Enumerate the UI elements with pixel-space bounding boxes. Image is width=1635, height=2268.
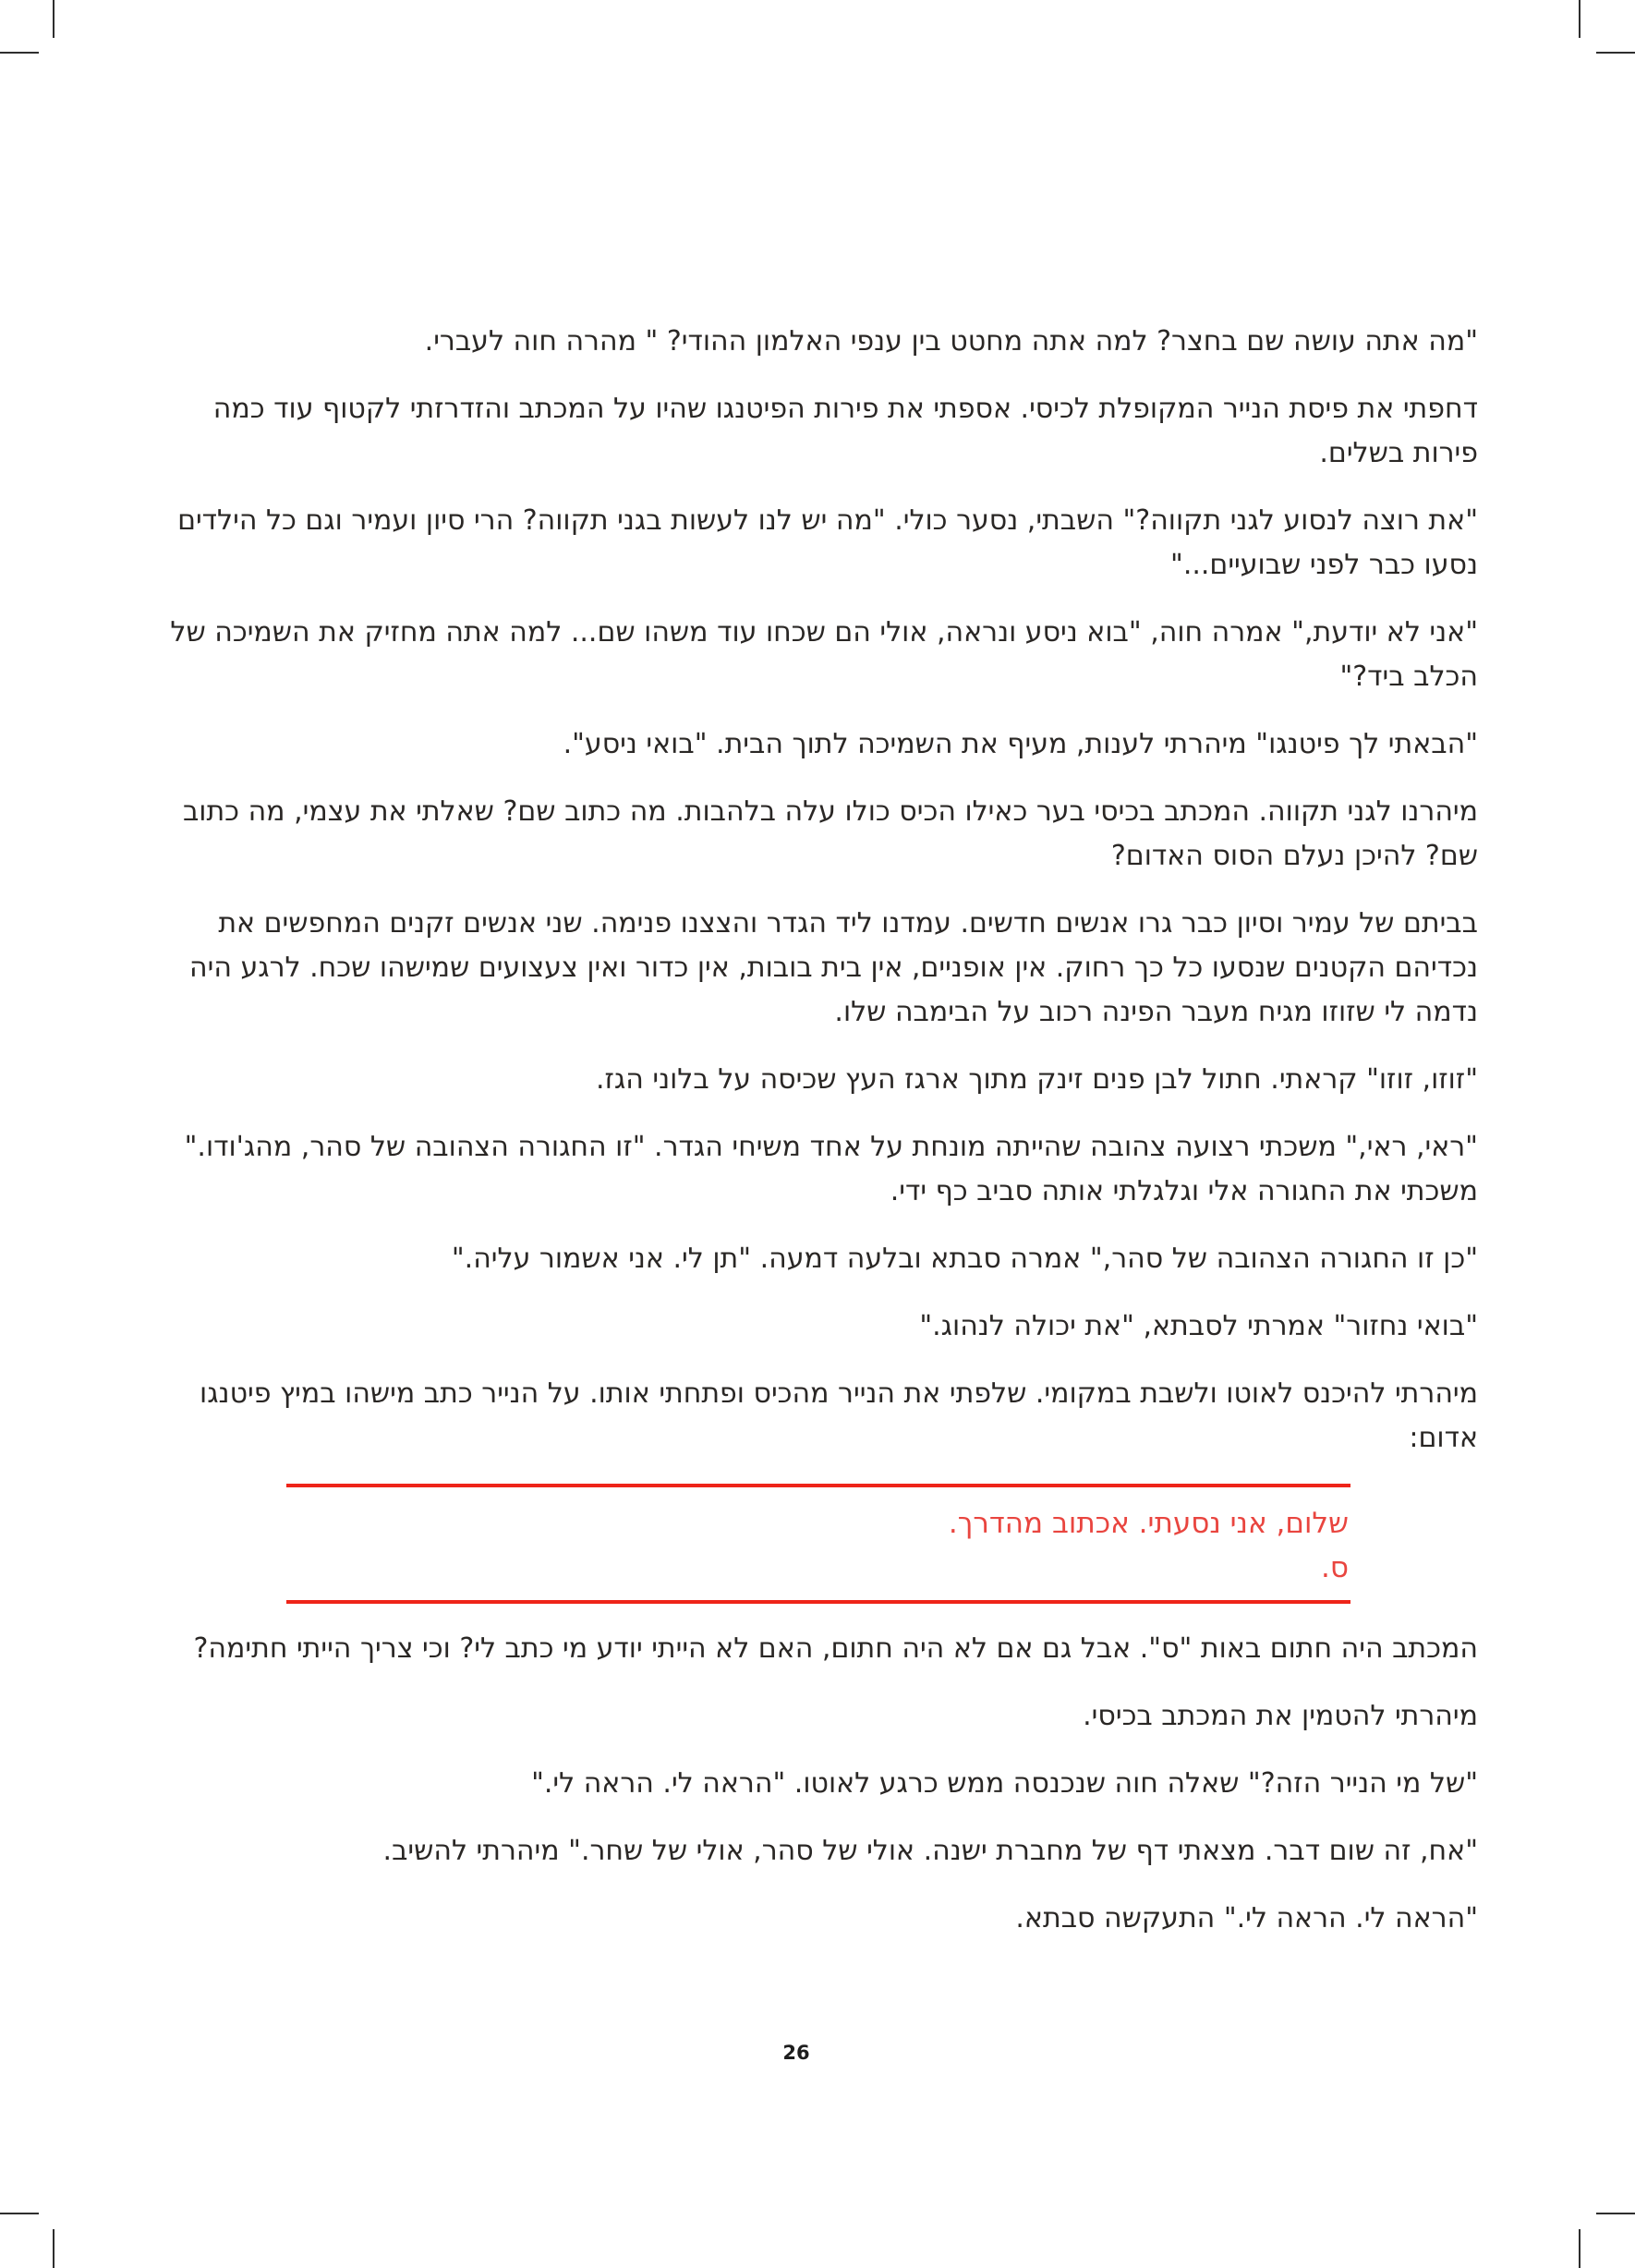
paragraph: מיהרנו לגני תקווה. המכתב בכיסי בער כאילו הכיס כולו עלה בלהבות. מה כתוב שם? שאלתי את עצמי, מה כתוב שם? להיכן נעלם הסוס האדום? [182,795,1478,872]
paragraph: "בואי נחזור" אמרתי לסבתא, "את יכולה לנהוג." [919,1310,1478,1342]
crop-mark-bottom-left-vertical [53,2229,54,2268]
letter-line-1: שלום, אני נסעתי. אכתוב מהדרך. [948,1507,1349,1540]
paragraph: "את רוצה לנסוע לגני תקווה?" השבתי, נסער כולי. "מה יש לנו לעשות בגני תקווה? הרי סיון ועמיר וגם כל הילדים נסעו כבר לפני שבועיים..." [177,504,1478,581]
paragraph: "של מי הנייר הזה?" שאלה חוה שנכנסה ממש כרגע לאוטו. "הראה לי. הראה לי." [531,1767,1478,1800]
crop-mark-bottom-left-horizontal [0,2213,39,2214]
crop-mark-top-right-vertical [1579,0,1580,38]
crop-mark-bottom-right-horizontal [1596,2213,1635,2214]
paragraph: מיהרתי להיכנס לאוטו ולשבת במקומי. שלפתי את הנייר מהכיס ופתחתי אותו. על הנייר כתב מישהו במיץ פיטנגו אדום: [200,1377,1478,1454]
crop-mark-bottom-right-vertical [1579,2229,1580,2268]
paragraph: "מה אתה עושה שם בחצר? למה אתה מחטט בין ענפי האלמון ההודי? " מהרה חוה לעברי. [424,325,1478,358]
crop-mark-top-right-horizontal [1596,52,1635,54]
letter-line-2: ס. [1321,1551,1349,1584]
paragraph: המכתב היה חתום באות "ס". אבל גם אם לא היה חתום, האם לא הייתי יודע מי כתב לי? וכי צריך הייתי חתימה? [193,1632,1478,1665]
paragraph: "זוזו, זוזו" קראתי. חתול לבן פנים זינק מתוך ארגז העץ שכיסה על בלוני הגז. [595,1063,1478,1096]
crop-mark-top-left-vertical [53,0,54,38]
paragraph: דחפתי את פיסת הנייר המקופלת לכיסי. אספתי את פירות הפיטנגו שהיו על המכתב והזדרזתי לקטוף עוד כמה פירות בשלים. [212,393,1478,469]
letter-note [286,1484,1350,1604]
paragraph: "אני לא יודעת," אמרה חוה, "בוא ניסע ונראה, אולי הם שכחו עוד משהו שם... למה אתה מחזיק את השמיכה של הכלב ביד?" [170,616,1478,693]
paragraph: "אח, זה שום דבר. מצאתי דף של מחברת ישנה. אולי של סהר, אולי של שחר." מיהרתי להשיב. [382,1835,1478,1867]
crop-mark-top-left-horizontal [0,52,39,54]
paragraph: "כן זו החגורה הצהובה של סהר," אמרה סבתא ובלעה דמעה. "תן לי. אני אשמור עליה." [451,1243,1478,1275]
paragraph: "הבאתי לך פיטנגו" מיהרתי לענות, מעיף את השמיכה לתוך הבית. "בואי ניסע". [563,728,1478,760]
paragraph: "הראה לי. הראה לי." התעקשה סבתא. [1015,1902,1478,1934]
text-block [157,320,1478,1964]
page-number: 26 [782,2042,810,2064]
paragraph: בביתם של עמיר וסיון כבר גרו אנשים חדשים. עמדנו ליד הגדר והצצנו פנימה. שני אנשים זקנים המחפשים את נכדיהם הקטנים שנסעו כל כך רחוק. אין אופניים, אין בית בובות, אין כדור ואין צעצועים שמישהו שכח. לרגע היה נדמה לי שזוזו מגיח מעבר הפינה רכוב על הבימבה שלו. [189,907,1478,1028]
letter-text [286,1487,1350,1600]
paragraph: מיהרתי להטמין את המכתב בכיסי. [1083,1700,1478,1732]
paragraph: "ראי, ראי," משכתי רצועה צהובה שהייתה מונחת על אחד משיחי הגדר. "זו החגורה הצהובה של סהר, מהג'ודו." משכתי את החגורה אלי וגלגלתי אותה סביב כף ידי. [184,1131,1478,1207]
letter-rule-bottom [286,1600,1350,1604]
